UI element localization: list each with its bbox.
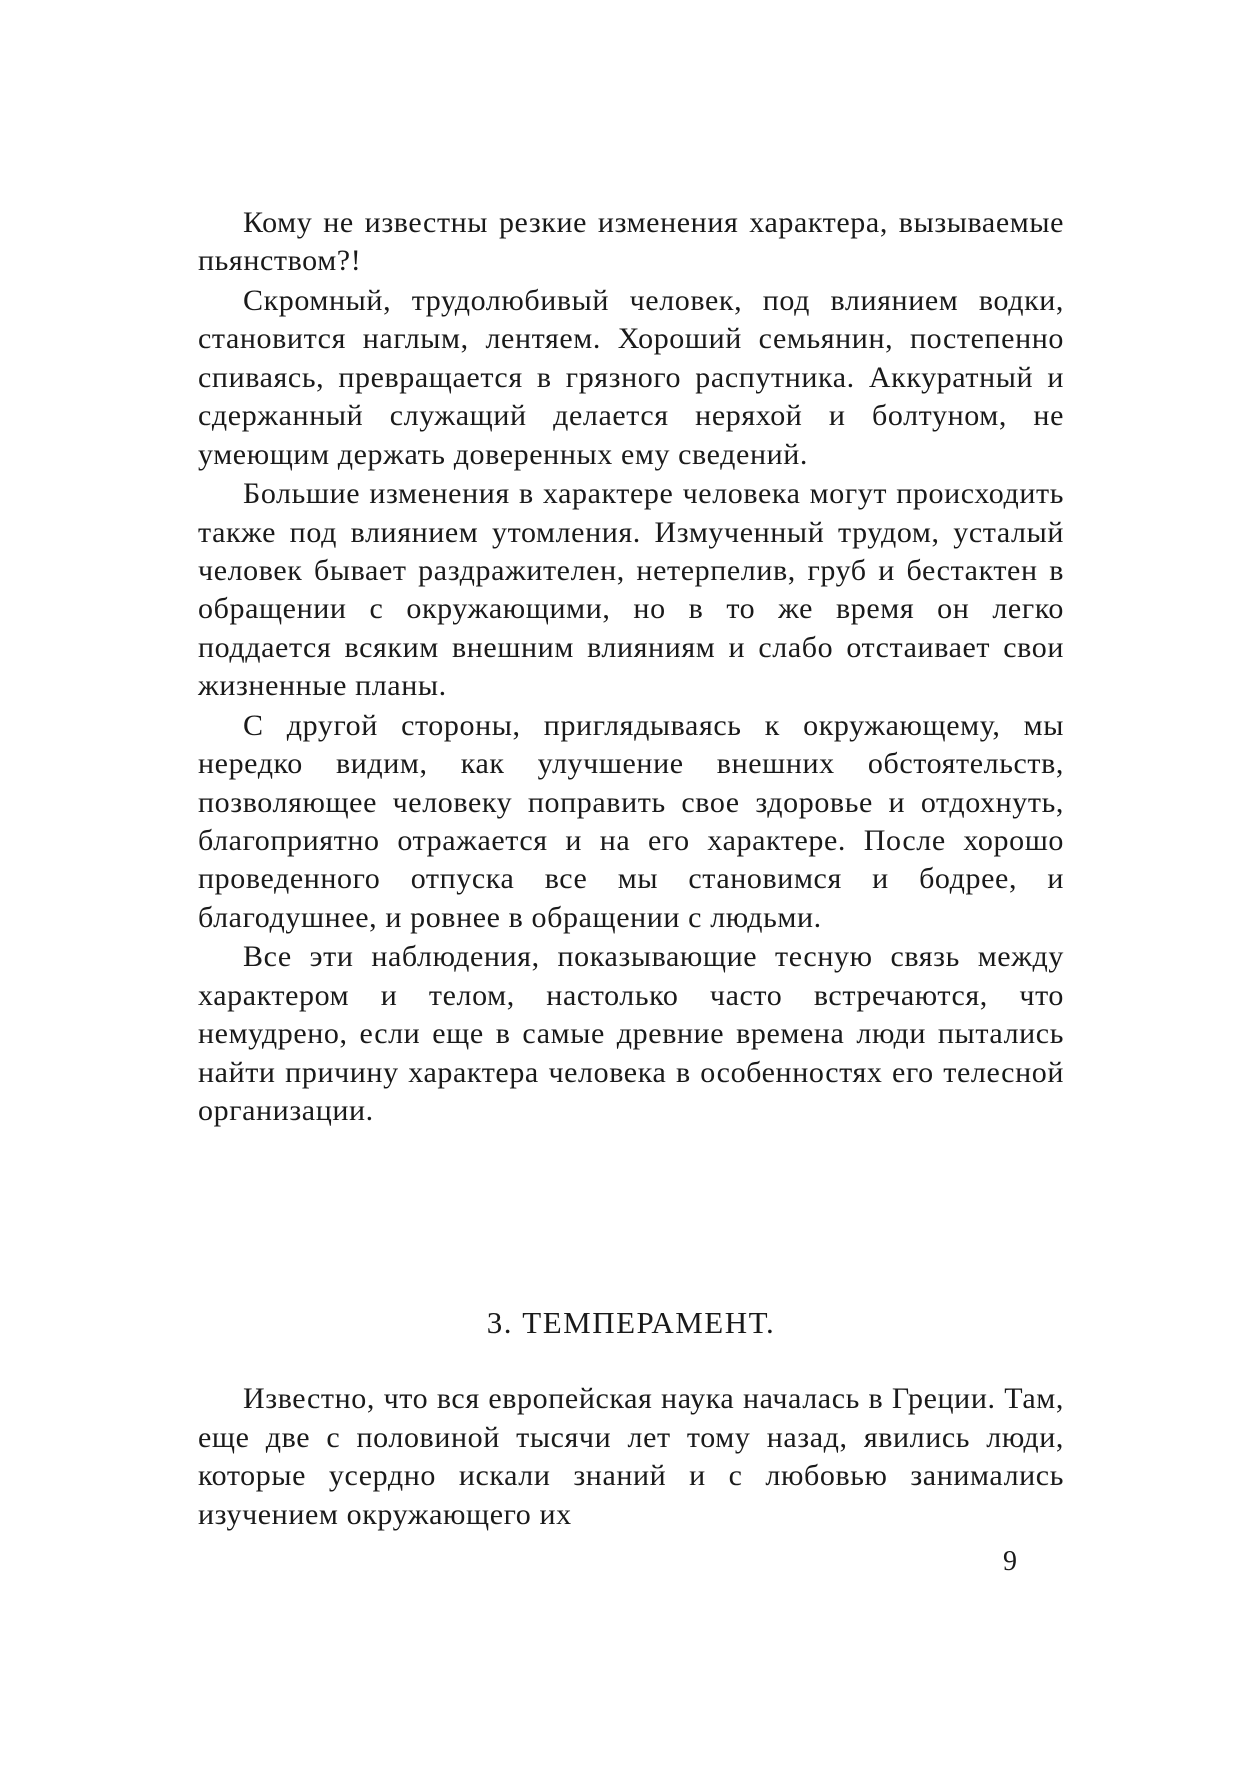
paragraph-6: Известно, что вся европейская наука началась в Греции. Там, еще две с половиной тысячи лет тому назад, явились люди, которые усердно искали знаний и с любовью занимались изучением окружающего их [198, 1382, 1064, 1531]
page-number: 9 [1003, 1546, 1017, 1577]
paragraph-4: С другой стороны, приглядываясь к окружающему, мы нередко видим, как улучшение внешних обстоятельств, позволяющее человеку поправить свое здоровье и отдохнуть, благоприятно отражается и на его характере. После хорошо проведенного отпуска все мы становимся и бодрее, и благодушнее, и ровнее в обращении с людьми. [198, 708, 1064, 934]
paragraph-1: Кому не известны резкие изменения характера, вызываемые пьянством?! [198, 206, 1064, 278]
body-text-bottom [198, 1380, 1064, 1536]
paragraph-2: Скромный, трудолюбивый человек, под влиянием водки, становится наглым, лентяем. Хороший семьянин, постепенно спиваясь, превращается в грязного распутника. Аккуратный и сдержанный служащий делается неряхой и болтуном, не умеющим держать доверенных ему сведений. [198, 284, 1064, 471]
section-heading: 3. ТЕМПЕРАМЕНТ. [486, 1305, 776, 1340]
body-text-top [198, 204, 1064, 1132]
paragraph-5: Все эти наблюдения, показывающие тесную связь между характером и телом, настолько часто встречаются, что немудрено, если еще в самые древние времена люди пытались найти причину характера человека в особенностях его телесной организации. [198, 940, 1064, 1128]
paragraph-3: Большие изменения в характере человека могут происходить также под влиянием утомления. Измученный трудом, усталый человек бывает раздражителен, нетерпелив, груб и бестактен в обращении с окружающими, но в то же время он легко поддается всяким внешним влияниям и слабо отстаивает свои жизненные планы. [198, 477, 1064, 703]
